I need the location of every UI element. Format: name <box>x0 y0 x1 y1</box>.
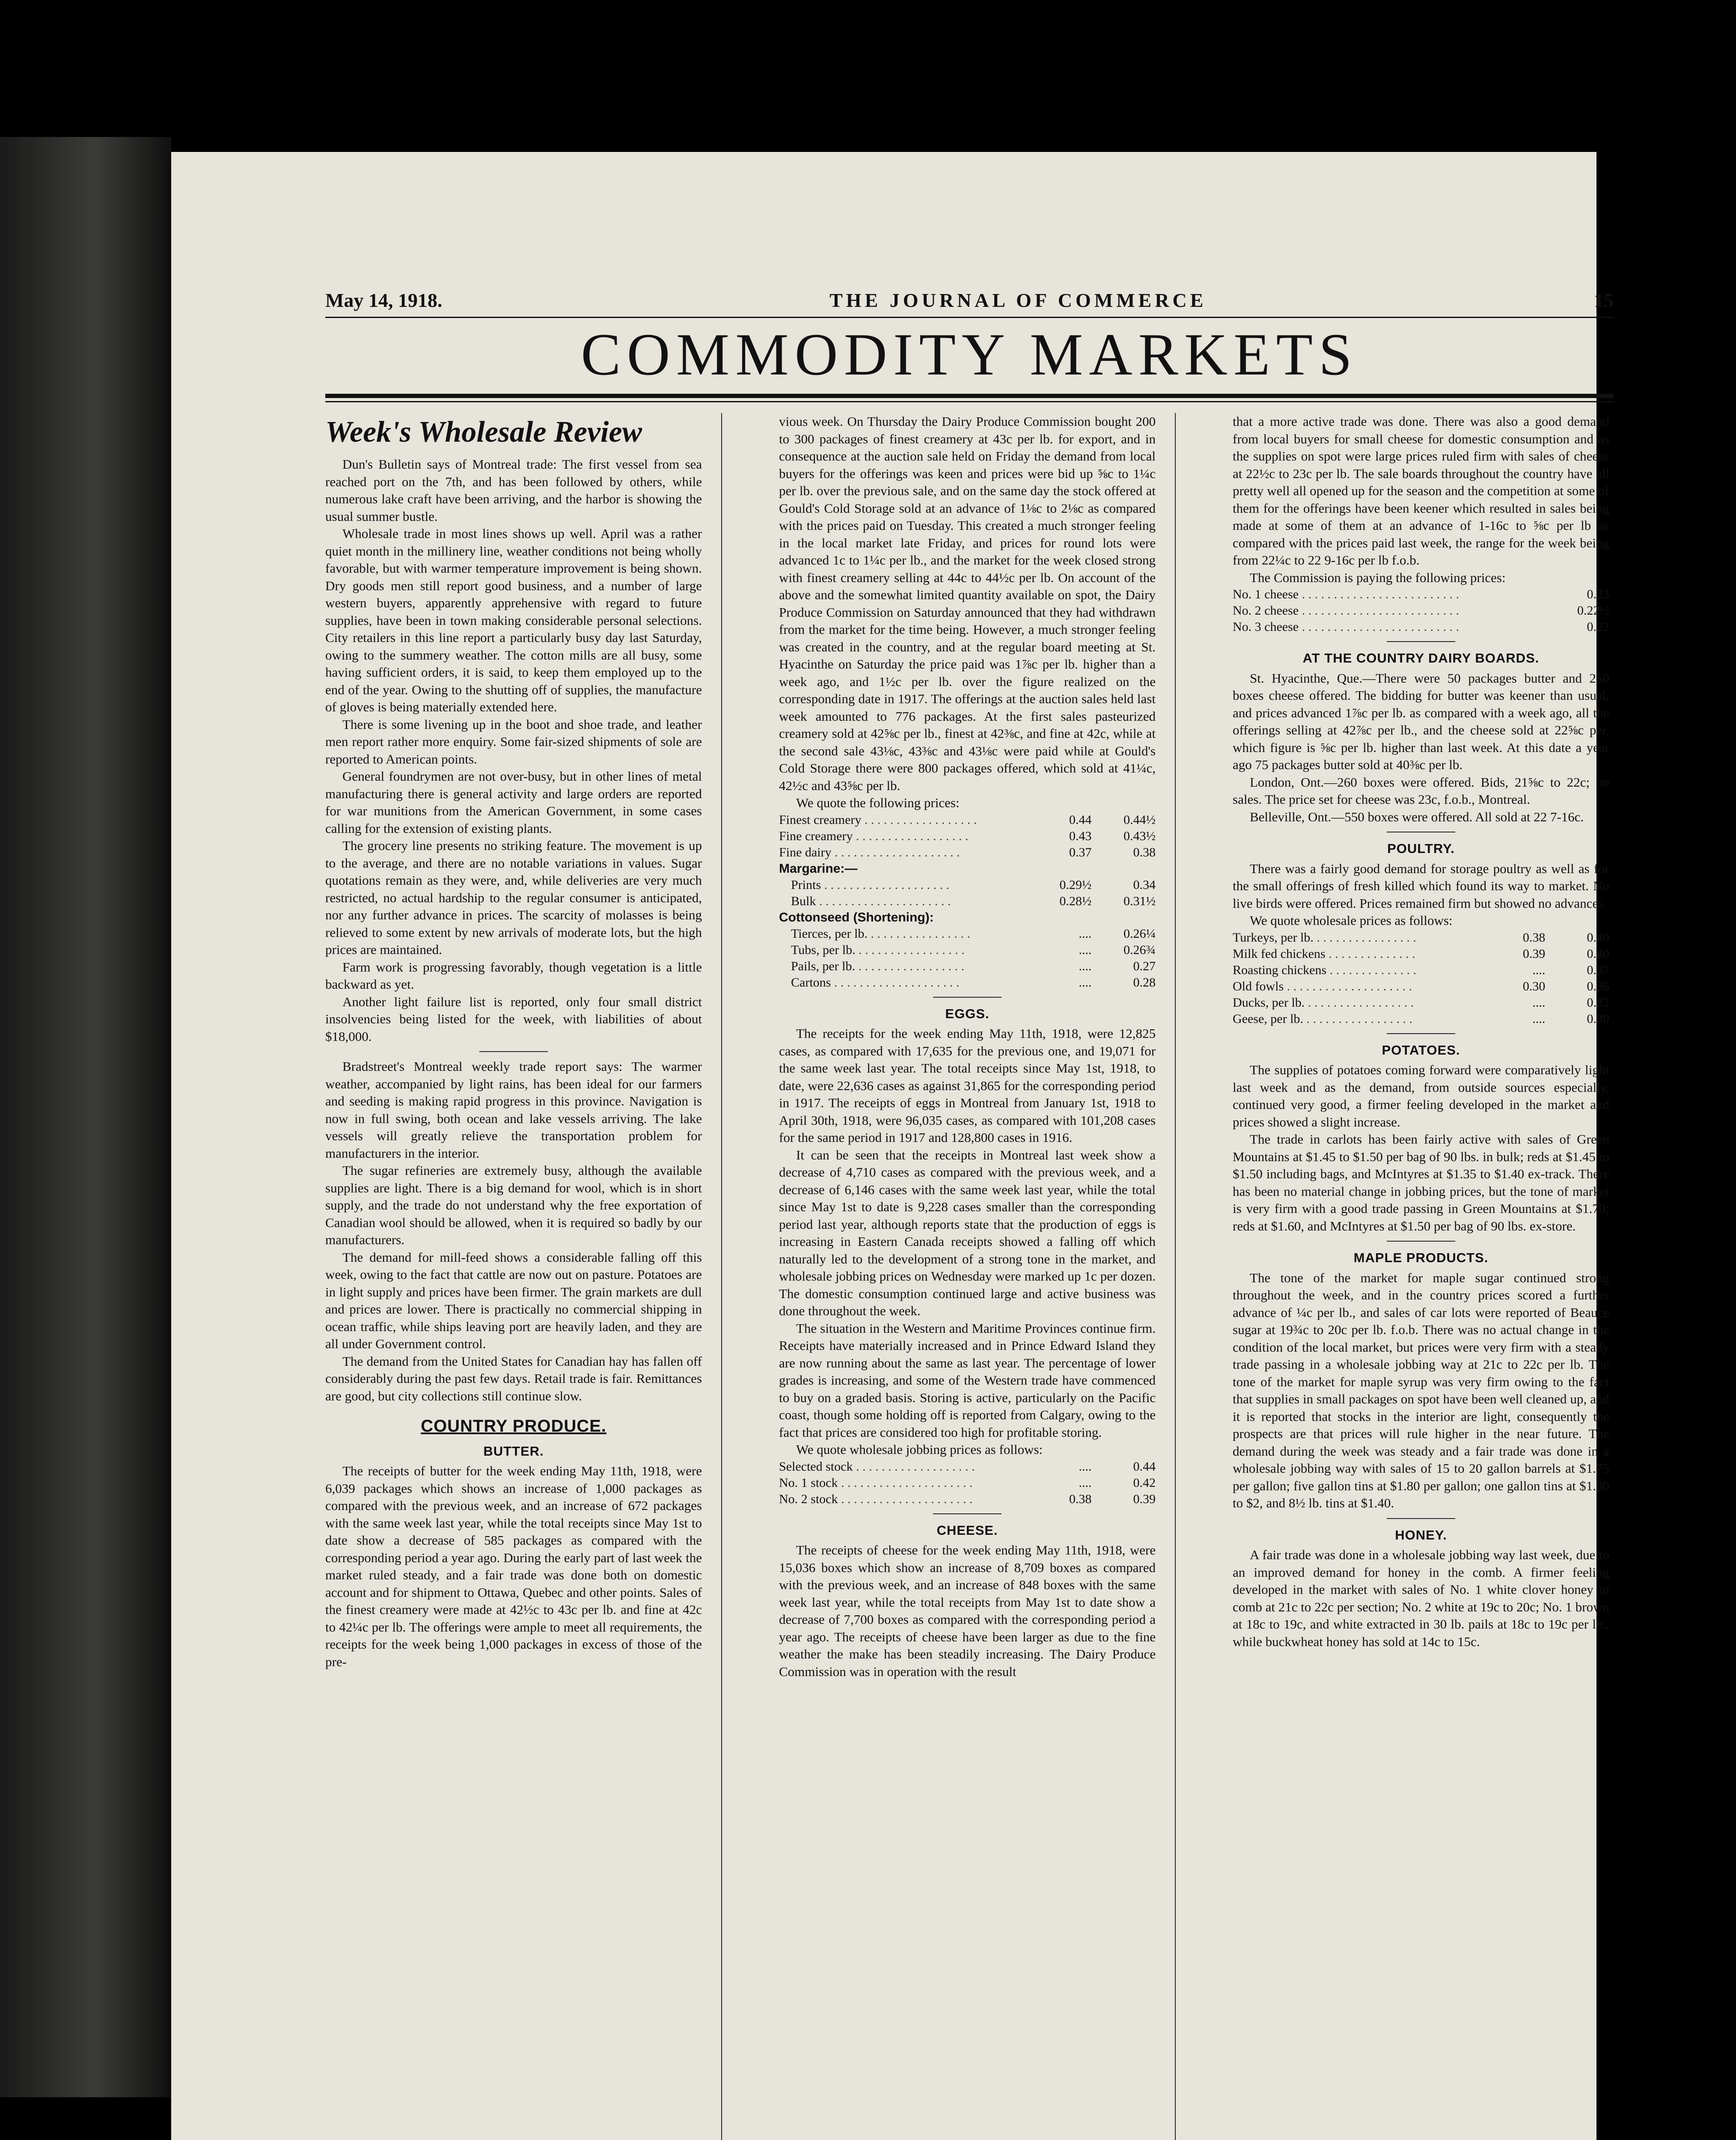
butter-price-table <box>779 812 1156 991</box>
header-rule <box>325 317 1614 318</box>
table-row: Fine dairy . . . . . . . . . . . . . . . . . . . . 0.37 0.38 <box>779 845 1156 859</box>
paragraph: A fair trade was done in a wholesale jobbing way last week, due to an improved demand for honey in the comb. A firmer feeling developed in the market with sales of No. 1 white clover honey in comb at 21c to 22c per section; No. 2 white at 19c to 20c; No. 1 brown at 18c to 19c, and white extracted in 30 lb. pails at 18c to 19c per lb., while buckwheat honey has sold at 14c to 15c. <box>1233 1547 1609 1649</box>
table-subheading: Margarine:— <box>779 861 858 876</box>
cheese-heading: CHEESE. <box>936 1522 998 1538</box>
column-divider <box>1175 413 1176 2140</box>
page-number: 15 <box>1594 289 1614 311</box>
page-title: COMMODITY MARKETS <box>581 321 1358 388</box>
eggs-heading: EGGS. <box>945 1006 990 1021</box>
table-row: Finest creamery . . . . . . . . . . . . . . . . . . 0.44 0.44½ <box>779 812 1156 827</box>
page-header <box>325 289 1614 312</box>
paragraph: Dun's Bulletin says of Montreal trade: The first vessel from sea reached port on the 7th, and has been followed by others, while numerous lake craft have been arriving, and the harbor is showing the usual summer bustle. <box>325 457 702 524</box>
table-row: Bulk . . . . . . . . . . . . . . . . . . . . . 0.28½ 0.31½ <box>791 894 1156 908</box>
potatoes-heading: POTATOES. <box>1382 1042 1460 1058</box>
table-row: Selected stock . . . . . . . . . . . . . . . . . . . .... 0.44 <box>779 1459 1156 1474</box>
paragraph: The receipts of butter for the week ending May 11th, 1918, were 6,039 packages which shows an increase of 1,000 packages as compared with the previous week, and an increase of 672 packages with the same week last year, while the total receipts since May 1st to date show a decrease of 585 packages as compared with the corresponding period a year ago. During the early part of last week the market ruled steady, and a fair trade was done both on domestic account and for shipment to Ottawa, Quebec and other points. Sales of the finest creamery were made at 42½c to 43c per lb. and fine at 42c to 42¼c per lb. The offerings were ample to meet all requirements, the receipts for the week being 1,000 packages in excess of those of the pre- <box>325 1463 702 1669</box>
section-rule <box>933 1513 1002 1514</box>
column-3 <box>1233 413 1609 2140</box>
paragraph: London, Ont.—260 boxes were offered. Bids, 21⅝c to 22c; no sales. The price set for cheese was 23c, f.o.b., Montreal. <box>1233 774 1609 807</box>
issue-date: May 14, 1918. <box>325 289 443 311</box>
table-row: Fine creamery . . . . . . . . . . . . . . . . . . 0.43 0.43½ <box>779 829 1156 843</box>
paragraph: The situation in the Western and Maritime Provinces continue firm. Receipts have materially increased and in Prince Edward Island they are now running about the same as last year. The percentage of lower grades is increasing, and some of the Western trade have commenced to buy on a graded basis. Storing is active, particularly on the Pacific coast, though some holding off is reported from Calgary, owing to the fact that prices are considered too high for profitable storing. <box>779 1320 1156 1440</box>
table-row: Pails, per lb. . . . . . . . . . . . . . . . . . .... 0.27 <box>791 959 1156 973</box>
paragraph: General foundrymen are not over-busy, but in other lines of metal manufacturing there is general activity and large orders are reported for war munitions from the American Government, in some cases calling for the extension of existing plants. <box>325 769 702 836</box>
section-rule <box>933 997 1002 998</box>
weekly-review-headline: Week's Wholesale Review <box>325 416 642 449</box>
section-rule <box>479 1051 548 1052</box>
paragraph: The demand from the United States for Canadian hay has fallen off considerably during the past few days. Retail trade is fair. Remittances are good, but city collections still continue slow. <box>325 1353 702 1403</box>
table-row: Prints . . . . . . . . . . . . . . . . . . . . 0.29½ 0.34 <box>791 877 1156 892</box>
table-row: Turkeys, per lb. . . . . . . . . . . . . . . . . 0.38 0.40 <box>1233 930 1609 945</box>
paragraph: We quote the following prices: <box>796 795 960 810</box>
table-row: No. 2 stock . . . . . . . . . . . . . . . . . . . . . 0.38 0.39 <box>779 1492 1156 1506</box>
page-content <box>171 152 1614 2140</box>
paragraph: We quote wholesale prices as follows: <box>1250 913 1453 928</box>
country-produce-heading: COUNTRY PRODUCE. <box>421 1417 606 1436</box>
paragraph: vious week. On Thursday the Dairy Produce Commission bought 200 to 300 packages of finest creamery at 43c per lb. for export, and in consequence at the auction sale held on Friday the demand from local buyers for the offerings was keen and prices were bid up ⅝c to 1¼c per lb. over the previous sale, and on the same day the stock offered at Gould's Cold Storage sold at an advance of 1⅛c to 2⅛c as compared with the prices paid on Tuesday. This created a much stronger feeling in the local market late Friday, and prices for round lots were advanced 1c to 1¼c per lb., and the market for the week closed strong with finest creamery selling at 44c to 44½c per lb. On account of the above and the somewhat limited quantity available on spot, the Dairy Produce Commission on Saturday announced that they had withdrawn from the market for the time being. However, a much stronger feeling was created in the country, and at the regular board meeting at St. Hyacinthe on Saturday the price paid was 1⅞c per lb. higher than a week ago, and 1½c per lb. over the figure realized on the corresponding date in 1917. The offerings at the auction sales held last week amounted to 776 packages. At the first sales pasteurized creamery sold at 42⅝c per lb., finest at 42⅜c, and fine at 42c, while at the second sale 43⅛c, 43⅜c and 43⅛c were paid while at Gould's Cold Storage there were 800 packages offered, which sold at 41¼c, 42½c and 43⅝c per lb. <box>779 414 1156 793</box>
country-boards-heading: AT THE COUNTRY DAIRY BOARDS. <box>1302 651 1540 666</box>
column-1 <box>325 413 702 2140</box>
table-row: No. 2 cheese . . . . . . . . . . . . . . . . . . . . . . . . . 0.22½ <box>1233 603 1609 618</box>
paragraph: Belleville, Ont.—550 boxes were offered. All sold at 22 7-16c. <box>1250 809 1584 824</box>
paragraph: Bradstreet's Montreal weekly trade report says: The warmer weather, accompanied by light rains, has been ideal for our farmers and seeding is making rapid progress in this province. Navigation is now in full swing, both ocean and lake vessels arriving. The lake vessels will greatly relieve the transportation problem for manufacturers in the interior. <box>325 1059 702 1161</box>
paragraph: Farm work is progressing favorably, though vegetation is a little backward as yet. <box>325 959 702 992</box>
table-row: No. 3 cheese . . . . . . . . . . . . . . . . . . . . . . . . . 0.22 <box>1233 620 1609 634</box>
paragraph: The receipts of cheese for the week ending May 11th, 1918, were 15,036 boxes which show an increase of 8,709 boxes as compared with the previous week, and an increase of 848 boxes with the same week last year, while the total receipts from May 1st to date show a decrease of 7,700 boxes as compared with the corresponding period a year ago. The receipts of cheese have been larger as due to the fine weather the make has been steadily increasing. The Dairy Produce Commission was in operation with the result <box>779 1543 1156 1679</box>
poultry-price-table <box>1233 930 1609 1027</box>
table-row: No. 1 cheese . . . . . . . . . . . . . . . . . . . . . . . . . 0.23 <box>1233 587 1609 601</box>
table-row: Ducks, per lb. . . . . . . . . . . . . . . . . . .... 0.32 <box>1233 995 1609 1010</box>
column-2 <box>779 413 1156 2140</box>
cheese-price-table <box>1233 586 1609 635</box>
table-row: No. 1 stock . . . . . . . . . . . . . . . . . . . . . .... 0.42 <box>779 1475 1156 1490</box>
table-row: Geese, per lb. . . . . . . . . . . . . . . . . . .... 0.30 <box>1233 1011 1609 1026</box>
paragraph: The receipts for the week ending May 11th, 1918, were 12,825 cases, as compared with 17,635 for the previous one, and 19,071 for the same week last year. The total receipts since May 1st, 1918, to date, were 22,636 cases as against 31,865 for the corresponding period in 1917. The receipts of eggs in Montreal from January 1st, 1918 to April 30th, 1918, were 96,035 cases, as compared with 101,208 cases for the same period in 1917 and 128,800 cases in 1916. <box>779 1026 1156 1145</box>
maple-products-heading: MAPLE PRODUCTS. <box>1353 1250 1489 1265</box>
paragraph: The supplies of potatoes coming forward were comparatively light last week and as the demand, from outside sources especially, continued very good, a firmer feeling developed in the market and prices showed a slight increase. <box>1233 1062 1609 1129</box>
paragraph: The demand for mill-feed shows a considerable falling off this week, owing to the fact that cattle are now out on pasture. Potatoes are in light supply and prices have been firmer. The grain markets are dull and prices are lower. There is practically no commercial shipping in ocean traffic, while ships leaving port are heavily laden, and they are all under Government control. <box>325 1249 702 1351</box>
paragraph: that a more active trade was done. There was also a good demand from local buyers for small cheese for domestic consumption and as the supplies on spot were large prices ruled firm with sales of cheese at 22½c to 23c per lb. The sale boards throughout the country have all pretty well all opened up for the season and the competition at some of them for the offerings have been keener which resulted in sales being made at some of them at an advance of 1-16c to ⅝c per lb as compared with the prices paid last week, the range for the week being from 22¼c to 22 9-16c per lb f.o.b. <box>1233 414 1609 568</box>
title-rule-thick <box>325 394 1614 398</box>
table-row: Tierces, per lb. . . . . . . . . . . . . . . . . .... 0.26¼ <box>791 926 1156 941</box>
eggs-price-table <box>779 1459 1156 1507</box>
table-row: Cartons . . . . . . . . . . . . . . . . . . . . .... 0.28 <box>791 975 1156 990</box>
paragraph: St. Hyacinthe, Que.—There were 50 packages butter and 250 boxes cheese offered. The bidding for butter was keener than usual, and prices advanced 1⅞c per lb. as compared with a week ago, all the offerings selling at 42⅞c per lb., and the cheese sold at 22⅝c per, which figure is ⅝c per lb. higher than last week. At this date a year ago 75 packages butter sold at 40⅜c per lb. <box>1233 670 1609 772</box>
honey-heading: HONEY. <box>1395 1527 1447 1543</box>
paragraph: Wholesale trade in most lines shows up well. April was a rather quiet month in the millinery line, weather conditions not being wholly favorable, but with warmer temperature improvement is being shown. Dry goods men still report good business, and a number of large western buyers, apparently apprehensive with regard to future supplies, have been in town making considerable personal selections. City retailers in this line report a particularly busy day last Saturday, owing to the summery weather. The cotton mills are all busy, some having sufficient orders, it is said, to keep them employed up to the end of the year. Owing to the shutting off of supplies, the manufacture of gloves is being materially extended here. <box>325 526 702 714</box>
paragraph: It can be seen that the receipts in Montreal last week show a decrease of 4,710 cases as compared with the previous week, and a decrease of 6,146 cases with the same week last year, while the total since May 1st to date is 9,228 cases smaller than the corresponding period last year, although reports state that the production of eggs is increasing in Eastern Canada receipts showed a falling off which naturally led to the development of a strong tone in the market, and wholesale jobbing prices on Wednesday were marked up 1c per dozen. The domestic consumption continued large and active business was done throughout the week. <box>779 1147 1156 1318</box>
paragraph: The grocery line presents no striking feature. The movement is up to the average, and there are no notable variations in values. Sugar quotations remain as they were, and, while deliveries are very much restricted, no actual hardship to the regular consumer is anticipated, nor any further advance in prices. The scarcity of molasses is being relieved to some extent by new arrivals of moderate lots, but the high prices are maintained. <box>325 838 702 957</box>
paragraph: There was a fairly good demand for storage poultry as well as for the small offerings of fresh killed which found its way to market. No live birds were offered. Prices remained firm but showed no advances. <box>1233 861 1609 911</box>
paragraph: The tone of the market for maple sugar continued strong throughout the week, and in the country prices scored a further advance of ¼c per lb., and sales of car lots were reported of Beauce sugar at 19¾c to 20c per lb. f.o.b. There was no actual change in the condition of the local market, but prices were very firm with a steady trade passing in a wholesale jobbing way at 21c to 22c per lb. The tone of the market for maple syrup was very firm owing to the fact that supplies in small packages on spot have been well cleaned up, and it is reported that stocks in the interior are light, consequently the prospects are that prices will rule higher in the near future. The demand during the week was steady and a fair trade was done in a wholesale jobbing way with sales of 15 to 20 gallon barrels at $1.75 per gallon; five gallon tins at $1.80 per gallon; one gallon tins at $1.90 to $2, and 8½ lb. tins at $1.40. <box>1233 1270 1609 1510</box>
title-rule-thin <box>325 401 1614 402</box>
table-row: Milk fed chickens . . . . . . . . . . . . . . 0.39 0.40 <box>1233 946 1609 961</box>
paragraph: The trade in carlots has been fairly active with sales of Green Mountains at $1.45 to $1.50 per bag of 90 lbs. in bulk; reds at $1.45 to $1.50 including bags, and McIntyres at $1.35 to $1.40 ex-track. There has been no material change in jobbing prices, but the tone of market is very firm with a good trade passing in Green Mountains at $1.70; reds at $1.60, and McIntyres at $1.50 per bag of 90 lbs. ex-store. <box>1233 1132 1609 1233</box>
paragraph: The Commission is paying the following prices: <box>1250 570 1506 585</box>
column-divider <box>721 413 722 2140</box>
section-rule <box>1387 641 1455 642</box>
paragraph: We quote wholesale jobbing prices as follows: <box>796 1442 1043 1457</box>
paragraph: Another light failure list is reported, only four small district insolvencies being listed for the week, with liabilities of about $18,000. <box>325 994 702 1044</box>
table-row: Old fowls . . . . . . . . . . . . . . . . . . . . 0.30 0.36 <box>1233 979 1609 993</box>
facing-page-edge <box>0 137 171 2097</box>
journal-name: THE JOURNAL OF COMMERCE <box>829 289 1207 311</box>
section-rule <box>1387 1033 1455 1034</box>
table-row: Tubs, per lb. . . . . . . . . . . . . . . . . . .... 0.26¾ <box>791 942 1156 957</box>
paragraph: There is some livening up in the boot and shoe trade, and leather men report rather more enquiry. Some fair-sized shipments of sole are reported to American points. <box>325 716 702 767</box>
paragraph: The sugar refineries are extremely busy, although the available supplies are light. There is a big demand for wool, which is in short supply, and the trade do not understand why the free exportation of Canadian wool should be allowed, when it is required so badly by our manufacturers. <box>325 1163 702 1247</box>
table-subheading: Cottonseed (Shortening): <box>779 910 934 924</box>
section-rule <box>1387 1518 1455 1519</box>
table-row: Roasting chickens . . . . . . . . . . . . . . .... 0.37 <box>1233 963 1609 977</box>
section-rule <box>1387 1241 1455 1242</box>
butter-heading: BUTTER. <box>483 1443 544 1459</box>
poultry-heading: POULTRY. <box>1387 841 1455 856</box>
